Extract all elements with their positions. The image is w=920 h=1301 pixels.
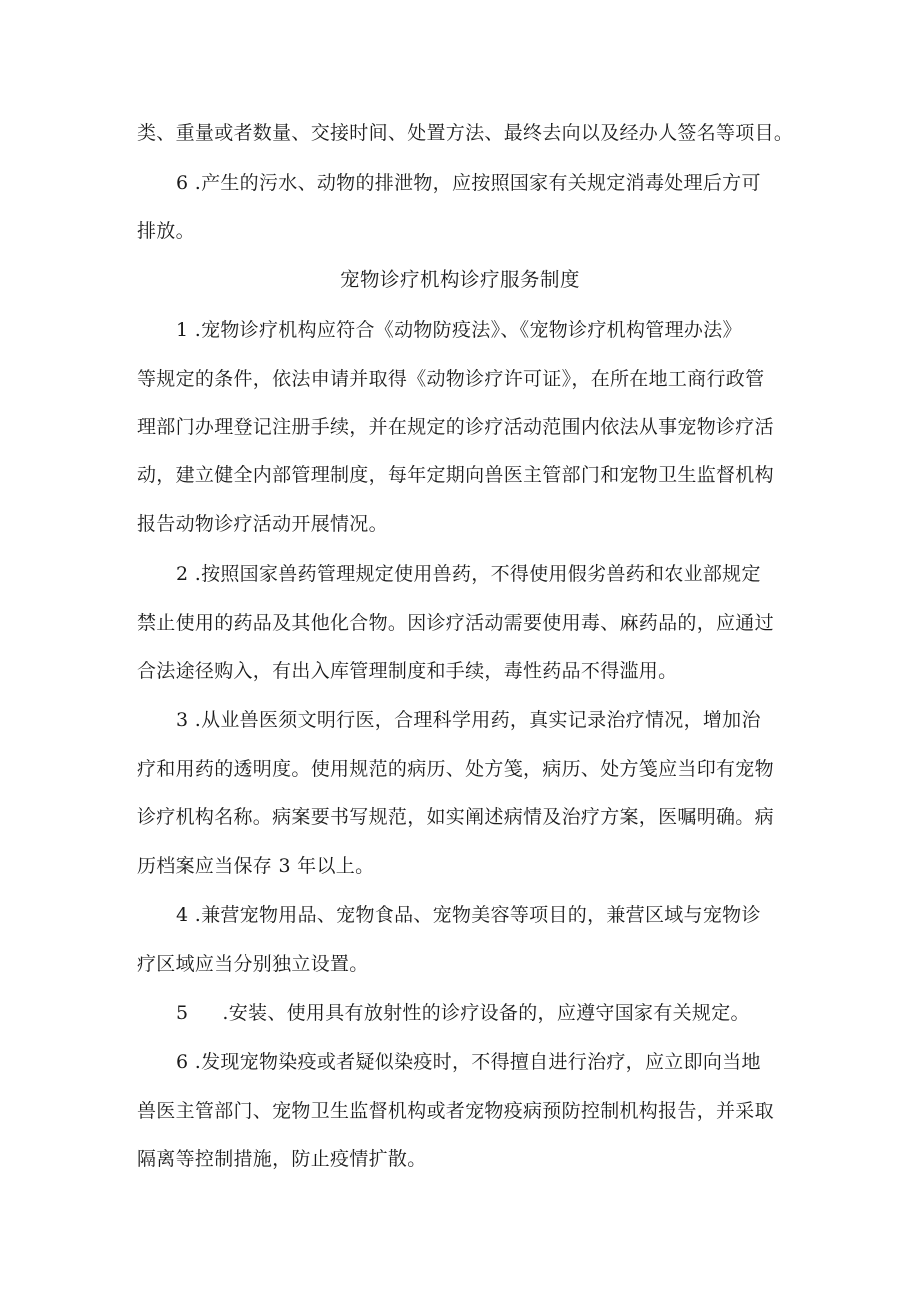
- item-2-line-3: 合法途径购入，有出入库管理制度和手续，毒性药品不得滥用。: [137, 660, 678, 682]
- intro-item-6-line-1: 6 .产生的污水、动物的排泄物，应按照国家有关规定消毒处理后方可: [176, 172, 761, 194]
- item-6-line-1: 6 .发现宠物染疫或者疑似染疫时，不得擅自进行治疗，应立即向当地: [176, 1051, 761, 1073]
- intro-line-1: 类、重量或者数量、交接时间、处置方法、最终去向以及经办人签名等项目。: [137, 122, 794, 144]
- item-3-line-1: 3 .从业兽医须文明行医，合理科学用药，真实记录治疗情况，增加治: [176, 709, 761, 731]
- item-5-number: 5: [176, 1002, 189, 1024]
- intro-item-6-line-2: 排放。: [137, 220, 195, 242]
- item-1-line-5: 报告动物诊疗活动开展情况。: [137, 513, 388, 535]
- item-4-line-2: 疗区域应当分别独立设置。: [137, 953, 369, 975]
- item-3-line-2: 疗和用药的透明度。使用规范的病历、处方笺，病历、处方笺应当印有宠物: [137, 758, 774, 780]
- item-1-line-2: 等规定的条件，依法申请并取得《动物诊疗许可证》，在所在地工商行政管: [137, 368, 765, 390]
- item-2-line-1: 2 .按照国家兽药管理规定使用兽药，不得使用假劣兽药和农业部规定: [176, 563, 761, 585]
- item-3-line-3: 诊疗机构名称。病案要书写规范，如实阐述病情及治疗方案，医嘱明确。病: [137, 806, 774, 828]
- item-1-line-1: 1 .宠物诊疗机构应符合《动物防疫法》、《宠物诊疗机构管理办法》: [176, 319, 742, 341]
- item-3-line-4: 历档案应当保存 3 年以上。: [137, 855, 375, 877]
- item-6-line-3: 隔离等控制措施，防止疫情扩散。: [137, 1148, 427, 1170]
- item-6-line-2: 兽医主管部门、宠物卫生监督机构或者宠物疫病预防控制机构报告，并采取: [137, 1100, 774, 1122]
- item-5-line-1: [176, 999, 856, 1027]
- item-1-line-3: 理部门办理登记注册手续，并在规定的诊疗活动范围内依法从事宠物诊疗活: [137, 416, 774, 438]
- item-5-text: .安装、使用具有放射性的诊疗设备的，应遵守国家有关规定。: [222, 1002, 750, 1024]
- item-2-line-2: 禁止使用的药品及其他化合物。因诊疗活动需要使用毒、麻药品的，应通过: [137, 612, 774, 634]
- section-title: 宠物诊疗机构诊疗服务制度: [339, 268, 580, 291]
- item-1-line-4: 动，建立健全内部管理制度，每年定期向兽医主管部门和宠物卫生监督机构: [137, 464, 774, 486]
- item-4-line-1: 4 .兼营宠物用品、宠物食品、宠物美容等项目的，兼营区域与宠物诊: [176, 904, 761, 926]
